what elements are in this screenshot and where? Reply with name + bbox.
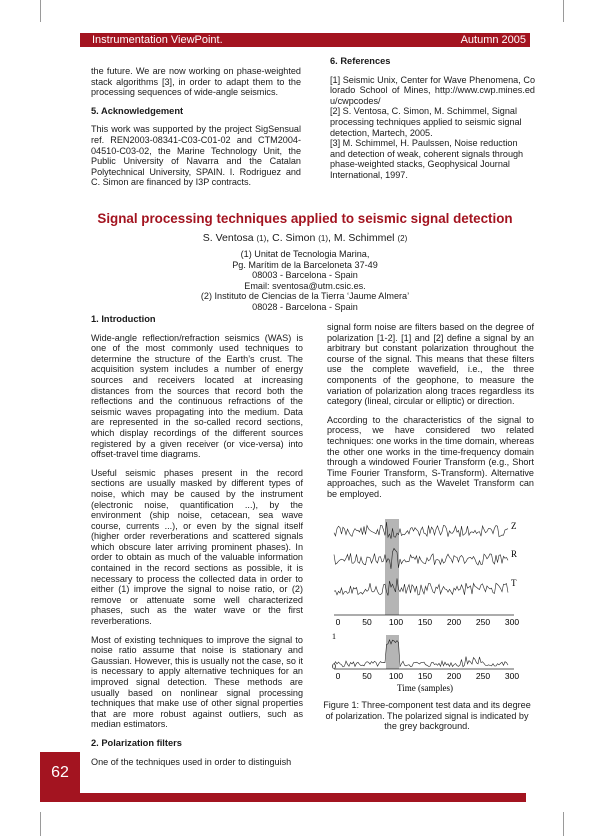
right-paragraph-2: According to the characteristics of the signal to process, we have considered two related techniques: one works in the time domain, whereas the other one works in the time-frequency domain through a windowed Fourier Transform (e.g., Short Time Fourier Transform, S-Transform). Alternative approaches, such as the Wavelet Transform can be employed. [327,414,534,499]
author-affiliation-mark: (2) [397,234,408,243]
reference-item: [2] S. Ventosa, C. Simon, M. Schimmel, Signal processing techniques applied to seismic signal detection, Martech, 2005. [330,106,522,138]
x-axis-label: Time (samples) [397,683,453,693]
running-header [80,33,530,47]
trace-label: Z [511,521,517,531]
affiliation-line: (2) Instituto de Ciencias de la Tierra ‘Jaume Almera’ [200,291,410,302]
references-heading: 6. References [330,56,391,66]
header-issue: Autumn 2005 [460,34,526,46]
affiliations [80,249,530,313]
polarization-heading: 2. Polarization filters [91,737,182,748]
polarization-paragraph: One of the techniques used in order to distinguish [91,756,292,767]
prev-paragraph: the future. We are now working on phase-weighted stack algorithms [3], in order to adapt them to the processing sequences of wide-angle seismics. [91,66,301,98]
x-tick-label: 250 [475,617,491,627]
article-title: Signal processing techniques applied to seismic signal detection [97,211,513,226]
crop-mark [563,812,564,836]
affiliation-line: (1) Unitat de Tecnologia Marina, [240,249,370,259]
reference-item: [3] M. Schimmel, H. Paulssen, Noise reduction and detection of weak, coherent signals through phase-weighted stacks, Geophysical Journal International, 1997. [330,138,524,180]
ack-text: This work was supported by the project SigSensual ref. REN2003-08341-C03-C01-02 and CTM2004-04510-C03-02, the Marine Technology Unit, the Public University of Navarra and the Catalan Polytechnical University, SPAIN. I. Rodriguez and C. Simon are financed by I3P contracts. [91,124,301,188]
crop-mark [563,0,564,22]
affiliation-line: 08003 - Barcelona - Spain [252,270,358,281]
author-separator: , [328,232,334,244]
x-tick-label: 100 [388,617,404,627]
y-label-zero: 0 [332,662,336,671]
x-tick-label: 250 [475,671,491,681]
author-affiliation-mark: (1) [256,234,267,243]
prev-article-left [91,66,301,196]
figure-1 [330,517,525,695]
y-label-one: 1 [332,632,336,641]
author-name: M. Schimmel [333,232,395,244]
intro-paragraph-2: Useful seismic phases present in the record sections are usually masked by different types of noise, which may be caused by the instrument (electronic noise, quantification ...), by the environment (ship noise, cetacean, sea wave course, currents ...), or even by the signal itself (higher order reverberations and scattered signals which obscure later arriving prominent phases). In order to obtain as much of the valuable information contained in the record sections as possible, it is necessary to process the collected data in order to either (1) improve the signal to noise ratio, or (2) remove or attenuate some well characterized phases, such as the water wave or the first reverberations. [91,467,303,627]
trace-label: R [511,549,518,559]
x-tick-label: 100 [388,671,404,681]
x-tick-label: 200 [446,671,462,681]
trace-label: T [511,578,517,588]
x-tick-label: 200 [446,617,462,627]
reference-item: [1] Seismic Unix, Center for Wave Phenomena, Colorado School of Mines, http://www.cwp.mines.edu/cwpcodes/ [330,74,535,106]
figure-caption: Figure 1: Three-component test data and its degree of polarization. The polarized signal is indicated by the grey background. [323,700,531,732]
author-line [60,232,550,244]
x-tick-label: 50 [362,671,372,681]
ack-heading: 5. Acknowledgement [91,105,184,116]
author-affiliation-mark: (1) [318,234,328,243]
page-number: 62 [51,764,69,781]
trace-t [334,578,508,595]
x-tick-label: 150 [417,671,433,681]
x-tick-label: 150 [417,617,433,627]
polarization-trace [334,640,508,667]
x-tick-label: 300 [504,671,520,681]
article-left-column [91,314,303,775]
footer-bar [80,793,526,802]
intro-heading: 1. Introduction [91,314,156,324]
crop-mark [40,812,41,836]
crop-mark [40,0,41,22]
intro-paragraph-3: Most of existing techniques to improve the signal to noise ratio assume that noise is stationary and Gaussian. However, this is usually not the case, so it is necessary to apply alternative techniques for an improved signal detection. These methods are usually based on nonlinear signal processing techniques that make use of other signal properties that are more robust against outliers, such as median estimators. [91,634,303,730]
trace-z [334,522,508,539]
affiliation-line: Pg. Marítim de la Barceloneta 37-49 [232,259,378,270]
x-tick-label: 0 [335,617,341,627]
references [330,56,535,181]
author-name: C. Simon [272,232,316,244]
x-tick-label: 300 [504,617,520,627]
article-right-column [327,322,534,508]
intro-paragraph-1: Wide-angle reflection/refraction seismics (WAS) is one of the most commonly used techniques to determine the structure of the Earth’s crust. The acquisition system includes a number of energy sources and receivers located at increasing distances from the sources that record both the reflections and the continuous refractions of the seismic waves propagating into the medium. Data are represented in the so-called record sections, which display recordings of the different sources registered by a given receiver (or vice-versa) into offset-travel time diagrams. [91,332,303,460]
author-name: S. Ventosa [202,232,254,244]
figure-plot [330,517,525,695]
x-tick-label: 0 [335,671,341,681]
affiliation-line: 08028 - Barcelona - Spain [252,301,358,312]
author-separator: , [266,232,273,244]
x-tick-label: 50 [362,617,372,627]
page-number-box [40,752,80,802]
right-paragraph-1: signal form noise are filters based on the degree of polarization [1-2]. [1] and [2] define a signal by an arbitrary but constant polarization throughout the course of the signal. This means that these filters use the complete wavefield, i.e., the three components of the geophone, to measure the variation of polarization along traces regardless its category (lineal, circular or elliptic) or direction. [327,322,534,407]
header-journal: Instrumentation ViewPoint. [92,34,223,46]
affiliation-line: Email: sventosa@utm.csic.es. [244,280,366,291]
trace-r [334,548,508,569]
